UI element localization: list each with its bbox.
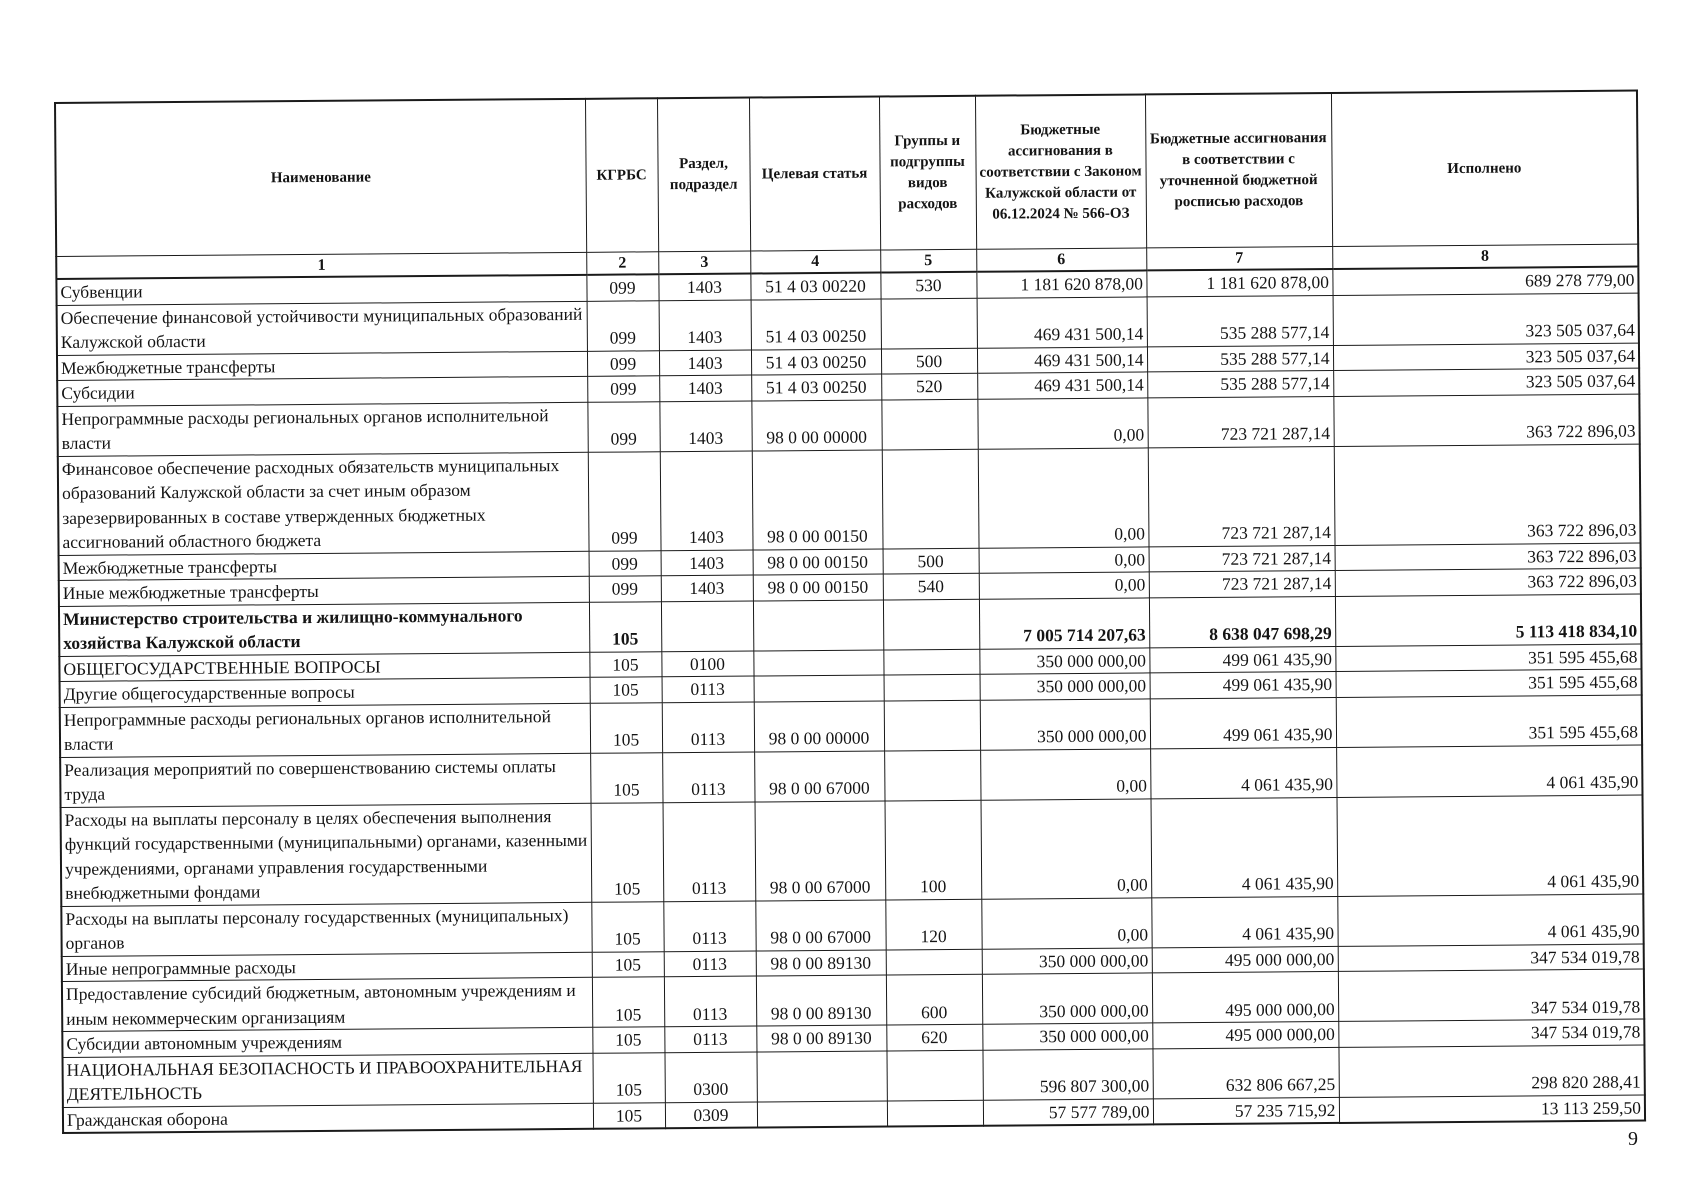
cell-razdel: 0113 (662, 702, 754, 753)
cell-executed: 323 505 037,64 (1333, 293, 1639, 345)
cell-expense-group: 500 (881, 348, 977, 374)
cell-name: Иные непрограммные расходы (62, 952, 592, 982)
cell-law-allocation: 469 431 500,14 (977, 372, 1147, 399)
cell-name: Непрограммные расходы региональных органов исполнительной власти (60, 703, 590, 757)
cell-executed: 5 113 418 834,10 (1335, 594, 1641, 646)
cell-razdel: 1403 (659, 401, 751, 452)
cell-kgrbs: 099 (587, 401, 659, 452)
cell-target-article: 98 0 00 89130 (756, 975, 886, 1026)
page-number: 9 (1628, 1128, 1638, 1150)
cell-razdel: 1403 (661, 575, 753, 601)
cell-roster-allocation: 499 061 435,90 (1149, 646, 1335, 673)
cell-roster-allocation: 723 721 287,14 (1149, 570, 1335, 597)
cell-kgrbs: 105 (592, 977, 664, 1028)
header-expense-groups: Группы и подгруппы видов расходов (879, 96, 976, 250)
cell-target-article: 51 4 03 00220 (750, 273, 880, 300)
cell-roster-allocation: 535 288 577,14 (1147, 295, 1333, 346)
cell-name: Другие общегосударственные вопросы (60, 677, 590, 707)
cell-law-allocation: 0,00 (979, 546, 1149, 573)
cell-law-allocation: 1 181 620 878,00 (976, 270, 1146, 297)
column-number: 6 (976, 248, 1146, 272)
cell-expense-group (883, 649, 979, 675)
cell-target-article: 51 4 03 00250 (751, 299, 881, 350)
cell-expense-group (884, 700, 980, 751)
cell-kgrbs: 099 (587, 376, 659, 402)
cell-expense-group (887, 1100, 983, 1127)
cell-expense-group (886, 949, 982, 975)
cell-name: Расходы на выплаты персоналу в целях обеспечения выполнения функций государственными (муниципальными) органами, казенными учреждениями, органами управления государственными внебюджетными фондами (61, 803, 592, 906)
cell-target-article: 98 0 00 89130 (756, 1025, 886, 1052)
cell-executed: 363 722 896,03 (1333, 394, 1639, 446)
cell-executed: 4 061 435,90 (1336, 795, 1643, 896)
column-number: 2 (586, 252, 658, 275)
cell-law-allocation: 350 000 000,00 (982, 973, 1152, 1024)
cell-kgrbs: 105 (589, 651, 661, 677)
cell-roster-allocation: 535 288 577,14 (1147, 345, 1333, 372)
cell-law-allocation: 0,00 (981, 897, 1151, 948)
cell-target-article: 98 0 00 00000 (751, 400, 881, 451)
cell-executed: 689 278 779,00 (1332, 267, 1638, 295)
cell-name: Финансовое обеспечение расходных обязательств муниципальных образований Калужской области за счет иным образом зарезервированных в составе утвержденных бюджетных ассигнований областного бюджета (58, 452, 589, 555)
cell-razdel: 1403 (659, 375, 751, 401)
cell-name: Гражданская оборона (63, 1103, 593, 1133)
cell-expense-group: 620 (886, 1024, 982, 1050)
cell-razdel: 0113 (664, 1026, 756, 1052)
cell-expense-group (881, 298, 977, 349)
cell-target-article (753, 600, 883, 651)
cell-kgrbs: 105 (590, 677, 662, 703)
cell-law-allocation: 350 000 000,00 (979, 647, 1149, 674)
cell-razdel: 1403 (660, 451, 753, 551)
column-number: 5 (880, 249, 976, 272)
cell-law-allocation: 350 000 000,00 (982, 1023, 1152, 1050)
cell-executed: 347 534 019,78 (1338, 969, 1644, 1021)
cell-executed: 363 722 896,03 (1335, 568, 1641, 596)
cell-roster-allocation: 495 000 000,00 (1152, 971, 1338, 1022)
column-number: 4 (750, 250, 880, 274)
table-body (56, 267, 1645, 1133)
cell-law-allocation: 350 000 000,00 (980, 673, 1150, 700)
cell-executed: 323 505 037,64 (1333, 343, 1639, 371)
cell-executed: 363 722 896,03 (1334, 444, 1641, 545)
cell-expense-group: 540 (883, 573, 979, 599)
cell-roster-allocation: 723 721 287,14 (1148, 446, 1335, 546)
cell-target-article: 98 0 00 67000 (755, 800, 886, 900)
cell-roster-allocation: 495 000 000,00 (1152, 1021, 1338, 1048)
cell-roster-allocation: 4 061 435,90 (1151, 797, 1338, 897)
cell-target-article (753, 650, 883, 677)
cell-roster-allocation: 57 235 715,92 (1153, 1097, 1339, 1124)
budget-execution-table (54, 90, 1646, 1134)
header-executed: Исполнено (1331, 91, 1638, 247)
header-law-allocations: Бюджетные ассигнования в соответствии с Законом Калужской области от 06.12.2024 № 566-ОЗ (975, 94, 1146, 249)
cell-target-article: 98 0 00 00150 (752, 450, 883, 550)
header-razdel: Раздел, подраздел (657, 98, 750, 252)
cell-law-allocation: 350 000 000,00 (982, 947, 1152, 974)
cell-expense-group (883, 599, 979, 650)
cell-roster-allocation: 1 181 620 878,00 (1146, 269, 1332, 296)
cell-name: Субсидии автономным учреждениям (62, 1027, 592, 1057)
cell-kgrbs: 105 (592, 951, 664, 977)
column-number: 1 (56, 252, 586, 279)
header-name: Наименование (55, 99, 586, 257)
cell-kgrbs: 099 (588, 451, 661, 551)
cell-target-article (757, 1100, 887, 1127)
cell-razdel: 0113 (664, 976, 756, 1027)
header-roster-allocations: Бюджетные ассигнования в соответствии с уточненной бюджетной росписью расходов (1145, 93, 1332, 248)
cell-name: Субвенции (56, 275, 586, 305)
column-number: 7 (1146, 246, 1332, 270)
cell-name: Непрограммные расходы региональных органов исполнительной власти (57, 402, 587, 456)
cell-kgrbs: 099 (587, 350, 659, 376)
header-row (55, 91, 1638, 257)
cell-target-article: 51 4 03 00250 (751, 374, 881, 401)
cell-name: НАЦИОНАЛЬНАЯ БЕЗОПАСНОСТЬ И ПРАВООХРАНИТЕЛЬНАЯ ДЕЯТЕЛЬНОСТЬ (63, 1053, 593, 1107)
cell-roster-allocation: 535 288 577,14 (1147, 370, 1333, 397)
header-target-article: Целевая статья (749, 97, 880, 252)
cell-kgrbs: 105 (590, 702, 662, 753)
cell-kgrbs: 105 (591, 802, 664, 902)
cell-target-article: 98 0 00 67000 (754, 751, 884, 802)
cell-kgrbs: 099 (587, 300, 659, 351)
cell-roster-allocation: 499 061 435,90 (1150, 697, 1336, 748)
cell-target-article: 98 0 00 67000 (755, 899, 885, 950)
cell-razdel: 0113 (663, 901, 755, 952)
cell-roster-allocation: 4 061 435,90 (1151, 896, 1337, 947)
cell-target-article: 98 0 00 89130 (756, 949, 886, 976)
cell-law-allocation: 350 000 000,00 (980, 698, 1150, 749)
table-row (61, 795, 1644, 906)
cell-target-article: 51 4 03 00250 (751, 349, 881, 376)
cell-law-allocation: 0,00 (979, 572, 1149, 599)
cell-expense-group: 530 (880, 272, 976, 299)
cell-kgrbs: 105 (590, 752, 662, 803)
cell-executed: 351 595 455,68 (1335, 644, 1641, 672)
cell-law-allocation: 57 577 789,00 (983, 1098, 1153, 1125)
cell-kgrbs: 105 (591, 901, 663, 952)
cell-law-allocation: 0,00 (977, 397, 1147, 448)
cell-expense-group: 100 (885, 800, 982, 900)
cell-executed: 323 505 037,64 (1333, 368, 1639, 396)
cell-executed: 351 595 455,68 (1336, 695, 1642, 747)
cell-razdel: 0113 (662, 752, 754, 803)
cell-kgrbs: 105 (589, 601, 661, 652)
cell-kgrbs: 105 (592, 1027, 664, 1053)
cell-roster-allocation: 8 638 047 698,29 (1149, 596, 1335, 647)
header-kgrbs: КГРБС (585, 98, 658, 252)
cell-razdel: 0113 (662, 676, 754, 702)
cell-law-allocation: 469 431 500,14 (977, 296, 1147, 347)
cell-expense-group (886, 1050, 982, 1101)
cell-expense-group: 120 (885, 899, 981, 950)
cell-razdel: 1403 (658, 274, 750, 301)
cell-executed: 13 113 259,50 (1339, 1095, 1645, 1123)
column-number: 3 (658, 251, 750, 274)
cell-expense-group (884, 750, 980, 801)
cell-name: Предоставление субсидий бюджетным, автономным учреждениям и иным некоммерческим организациям (62, 977, 592, 1031)
cell-roster-allocation: 499 061 435,90 (1150, 671, 1336, 698)
cell-executed: 347 534 019,78 (1338, 1019, 1644, 1047)
cell-expense-group (882, 449, 979, 549)
cell-target-article (756, 1050, 886, 1101)
cell-name: Расходы на выплаты персоналу государственных (муниципальных) органов (61, 902, 591, 956)
cell-executed: 347 534 019,78 (1338, 944, 1644, 972)
cell-target-article: 98 0 00 00150 (753, 549, 883, 576)
cell-roster-allocation: 723 721 287,14 (1149, 545, 1335, 572)
cell-expense-group (884, 674, 980, 700)
cell-law-allocation: 0,00 (980, 748, 1150, 799)
column-number: 8 (1332, 244, 1638, 269)
cell-kgrbs: 099 (589, 550, 661, 576)
cell-razdel: 1403 (659, 350, 751, 376)
cell-law-allocation: 7 005 714 207,63 (979, 597, 1149, 648)
cell-razdel: 0309 (665, 1102, 757, 1129)
cell-name: Обеспечение финансовой устойчивости муниципальных образований Калужской области (57, 301, 587, 355)
cell-roster-allocation: 723 721 287,14 (1147, 396, 1333, 447)
cell-kgrbs: 105 (592, 1052, 664, 1103)
budget-table-wrapper (54, 90, 1644, 1134)
cell-roster-allocation: 632 806 667,25 (1152, 1047, 1338, 1098)
cell-roster-allocation: 4 061 435,90 (1150, 747, 1336, 798)
cell-kgrbs: 099 (589, 576, 661, 602)
cell-roster-allocation: 495 000 000,00 (1152, 946, 1338, 973)
cell-kgrbs: 105 (593, 1102, 665, 1129)
cell-expense-group: 500 (883, 548, 979, 574)
cell-target-article (754, 675, 884, 702)
cell-expense-group (881, 399, 977, 450)
cell-law-allocation: 469 431 500,14 (977, 346, 1147, 373)
cell-name: ОБЩЕГОСУДАРСТВЕННЫЕ ВОПРОСЫ (59, 652, 589, 682)
cell-executed: 4 061 435,90 (1336, 745, 1642, 797)
cell-name: Субсидии (57, 376, 587, 406)
cell-name: Реализация мероприятий по совершенствованию системы оплаты труда (60, 753, 590, 807)
cell-name: Межбюджетные трансферты (57, 351, 587, 381)
cell-target-article: 98 0 00 00150 (753, 574, 883, 601)
cell-razdel: 1403 (661, 550, 753, 576)
cell-name: Иные межбюджетные трансферты (59, 576, 589, 606)
cell-law-allocation: 0,00 (981, 798, 1152, 898)
cell-kgrbs: 099 (586, 274, 658, 301)
cell-law-allocation: 596 807 300,00 (982, 1048, 1152, 1099)
table-row (58, 444, 1641, 555)
cell-razdel: 0113 (664, 951, 756, 977)
cell-executed: 363 722 896,03 (1335, 543, 1641, 571)
cell-expense-group: 520 (881, 373, 977, 399)
cell-name: Министерство строительства и жилищно-коммунального хозяйства Калужской области (59, 602, 589, 656)
cell-razdel: 0100 (661, 651, 753, 677)
cell-expense-group: 600 (886, 974, 982, 1025)
cell-target-article: 98 0 00 00000 (754, 701, 884, 752)
cell-executed: 4 061 435,90 (1337, 894, 1643, 946)
cell-executed: 298 820 288,41 (1338, 1045, 1644, 1097)
cell-executed: 351 595 455,68 (1336, 669, 1642, 697)
cell-razdel: 0300 (664, 1052, 756, 1103)
cell-law-allocation: 0,00 (978, 447, 1149, 547)
cell-razdel: 1403 (659, 300, 751, 351)
cell-razdel: 0113 (663, 802, 756, 902)
cell-razdel (661, 601, 753, 652)
cell-name: Межбюджетные трансферты (59, 551, 589, 581)
